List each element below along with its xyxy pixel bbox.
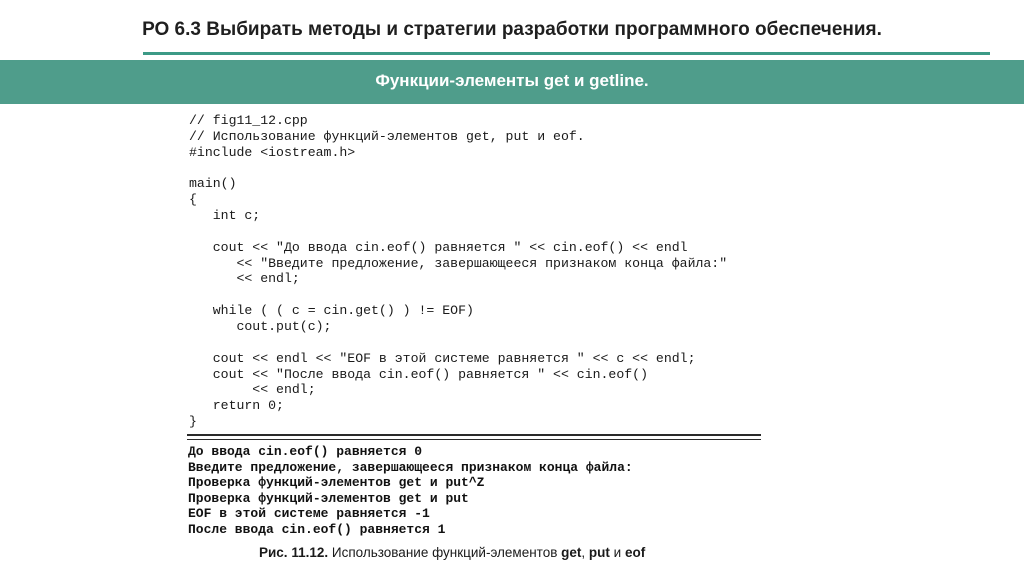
caption-put: put <box>588 545 610 560</box>
slide-title: РО 6.3 Выбирать методы и стратегии разработки программного обеспечения. <box>142 19 882 40</box>
code-line: #include <iostream.h> <box>189 144 356 160</box>
code-line: << endl; <box>189 271 300 287</box>
code-line: while ( ( c = cin.get() ) != EOF) <box>189 303 474 319</box>
program-output <box>188 444 633 538</box>
caption-get: get <box>561 545 582 560</box>
output-line: Проверка функций-элементов get и put <box>188 490 469 506</box>
output-line: Введите предложение, завершающееся признаком конца файла: <box>188 459 633 475</box>
code-line: { <box>189 192 197 208</box>
code-line: main() <box>189 176 237 192</box>
code-line: // fig11_12.cpp <box>189 113 308 128</box>
code-line: << "Введите предложение, завершающееся признаком конца файла:" <box>189 255 728 271</box>
code-line: // Использование функций-элементов get, put и eof. <box>189 128 585 144</box>
caption-text: Использование функций-элементов <box>328 545 562 560</box>
output-line: До ввода cin.eof() равняется 0 <box>188 444 423 459</box>
output-divider-thin <box>187 439 761 440</box>
output-line: После ввода cin.eof() равняется 1 <box>188 521 446 537</box>
caption-and: и <box>609 545 625 560</box>
output-line: EOF в этой системе равняется -1 <box>188 506 430 522</box>
code-line: cout << "После ввода cin.eof() равняется " << cin.eof() <box>189 366 648 382</box>
code-line: cout << endl << "EOF в этой системе равняется " << c << endl; <box>189 350 696 366</box>
code-line: int c; <box>189 208 261 224</box>
caption-label: Рис. 11.12. <box>259 545 329 560</box>
figure-caption <box>259 545 645 560</box>
code-line: return 0; <box>189 398 284 414</box>
caption-comma: , <box>581 545 589 560</box>
code-line: } <box>189 414 197 430</box>
banner-text: Функции-элементы get и getline. <box>375 71 649 90</box>
code-line: cout.put(c); <box>189 318 332 334</box>
code-line: cout << "До ввода cin.eof() равняется " << cin.eof() << endl <box>189 239 688 255</box>
section-banner <box>0 60 1024 104</box>
code-line: << endl; <box>189 382 316 398</box>
title-underline <box>143 52 990 55</box>
output-line: Проверка функций-элементов get и put^Z <box>188 475 485 491</box>
code-listing <box>189 113 727 430</box>
output-divider-thick <box>187 434 761 436</box>
caption-eof: eof <box>624 545 646 560</box>
